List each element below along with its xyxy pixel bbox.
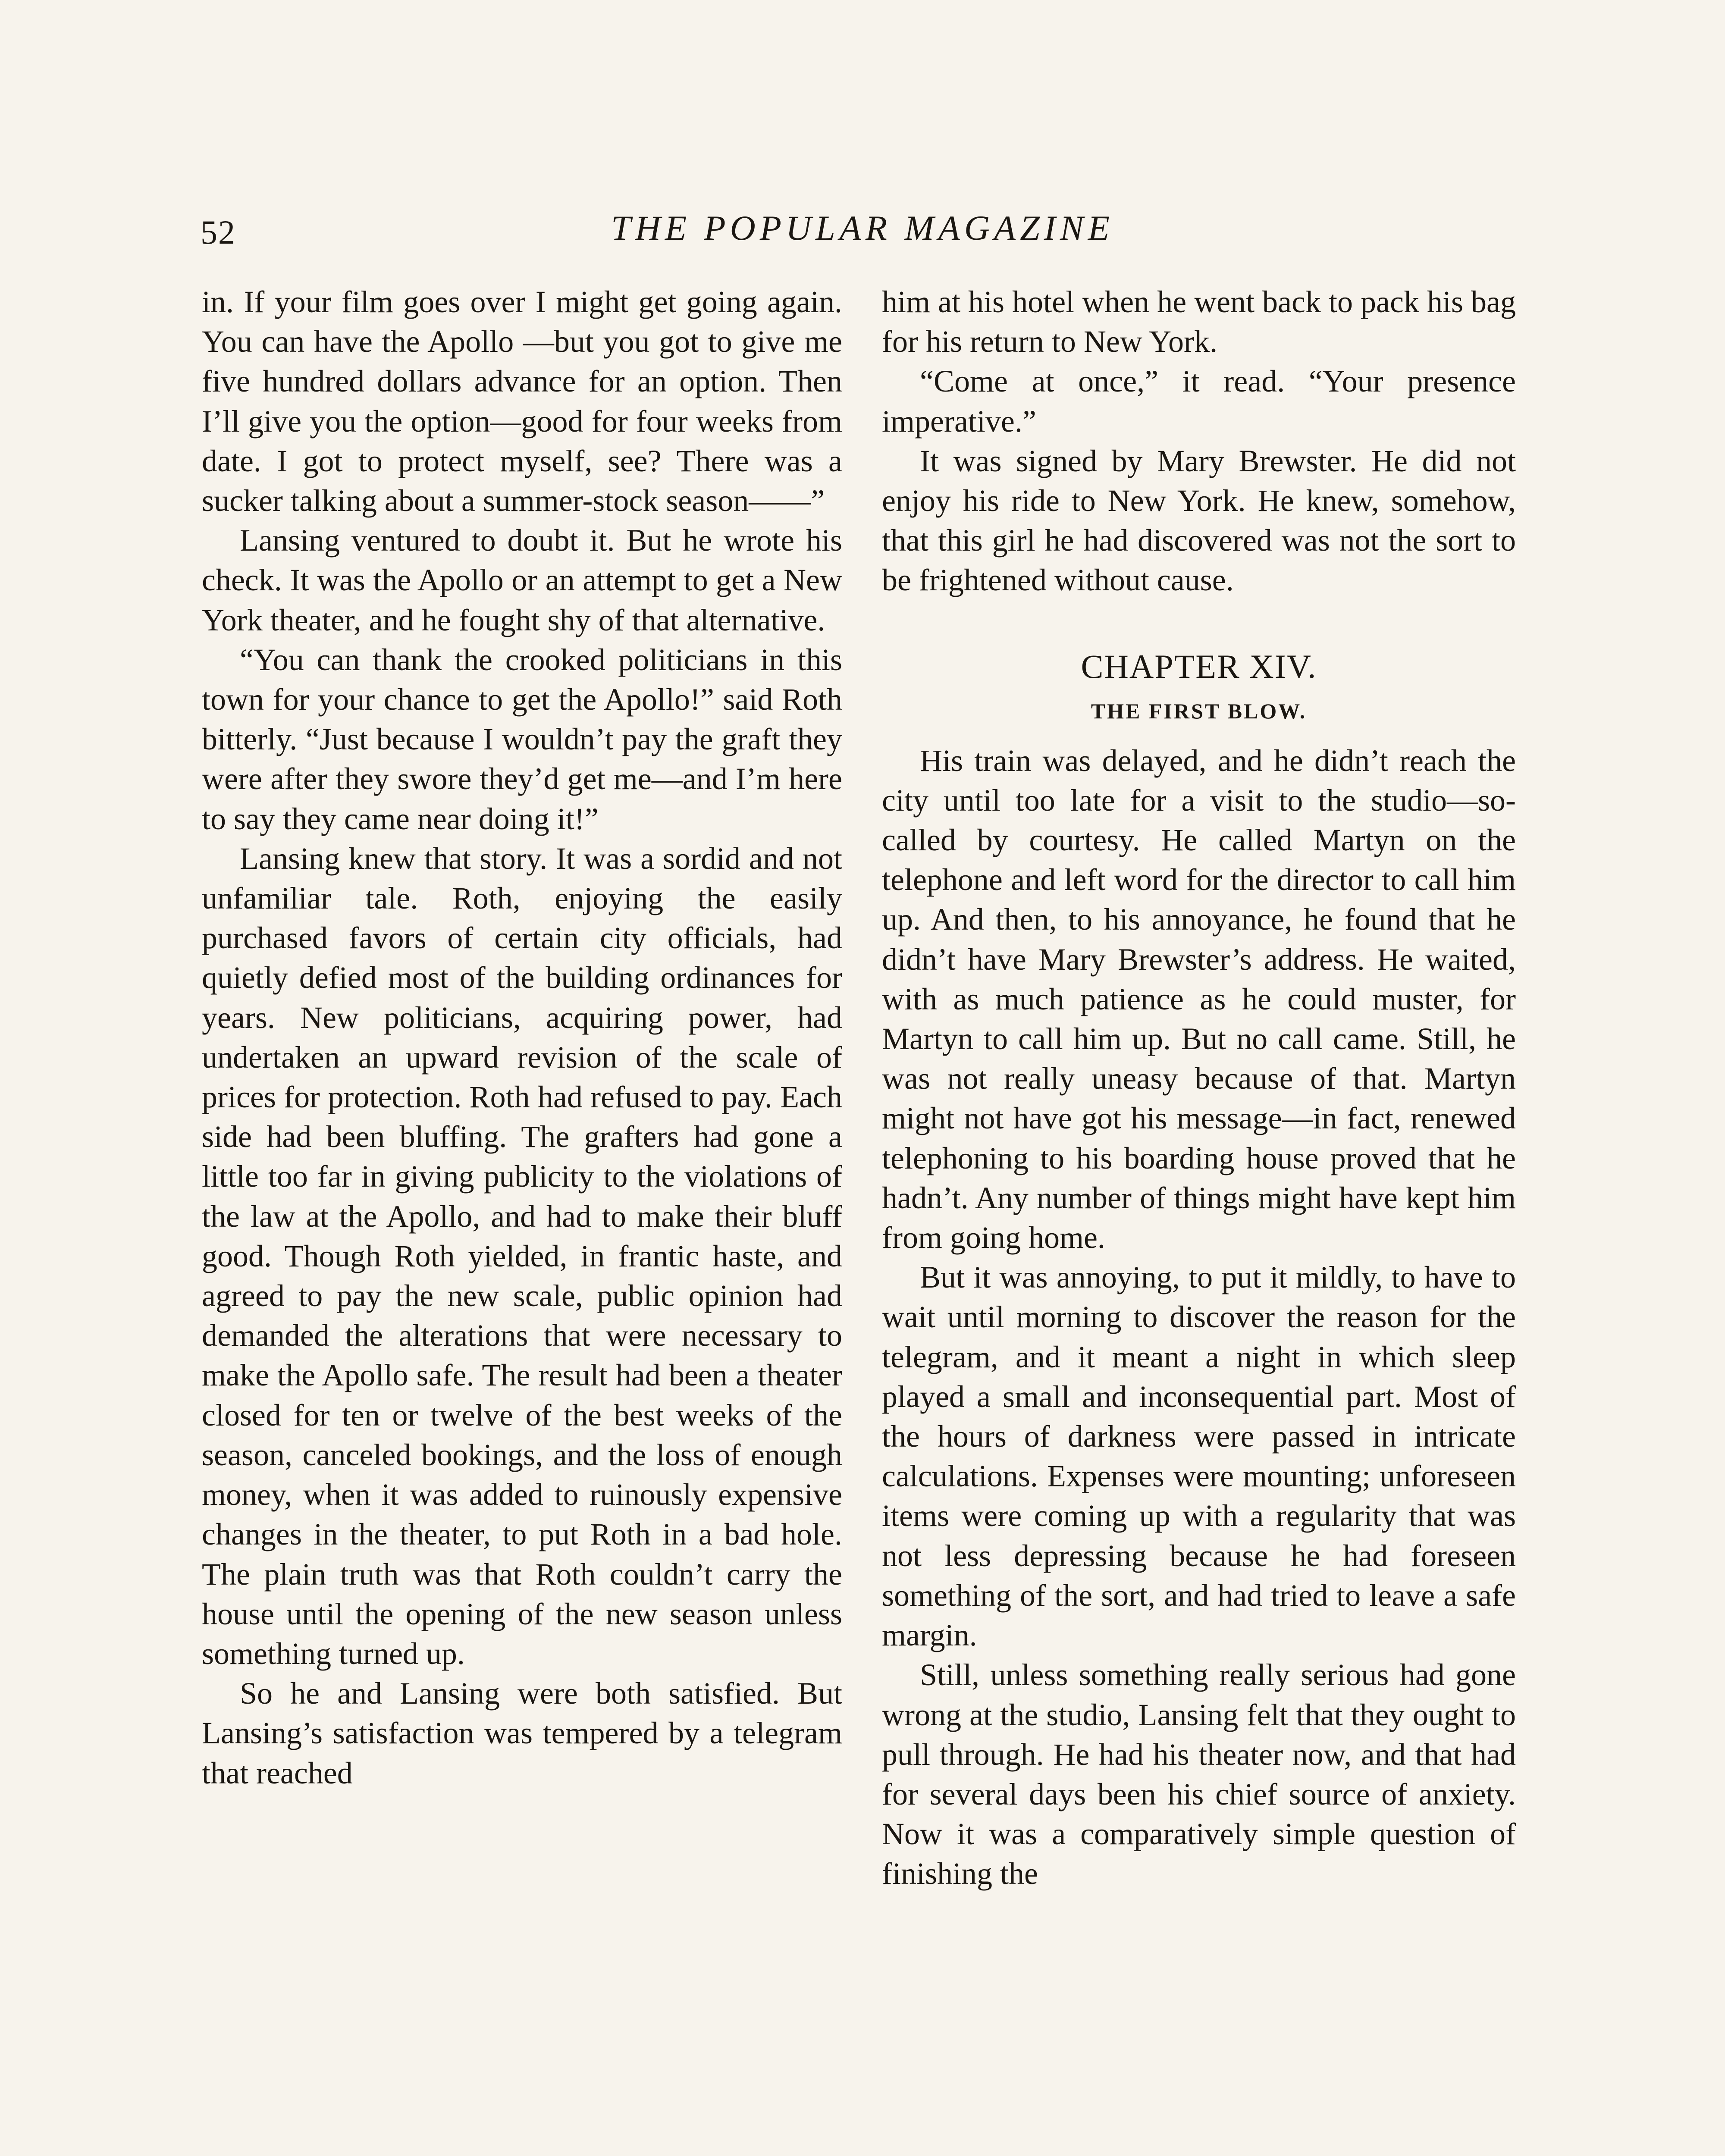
paragraph: Lansing ventured to doubt it. But he wrote his check. It was the Apollo or an attempt to get a New York theater, and he fought shy of that alternative. xyxy=(202,523,842,637)
paragraph: in. If your film goes over I might get going again. You can have the Apollo —but you got to give me five hundred dollars advance for an option. Then I’ll give you the option—good for four weeks from date. I got to protect myself, see? There was a sucker talking about a summer-stock season——” xyxy=(202,285,842,518)
chapter-title: CHAPTER XIV. xyxy=(1081,647,1317,685)
running-head: THE POPULAR MAGAZINE xyxy=(611,208,1114,248)
right-column xyxy=(882,282,1516,1894)
chapter-subtitle: THE FIRST BLOW. xyxy=(1091,699,1307,723)
paragraph: “You can thank the crooked politicians in this town for your chance to get the Apollo!” said Roth bitterly. “Just because I wouldn’t pay the graft they were after they swore they’d get me—and I’m here to say they came near doing it!” xyxy=(202,642,842,836)
paragraph: His train was delayed, and he didn’t reach the city until too late for a visit to the studio—so-called by courtesy. He called Martyn on the telephone and left word for the director to call him up. And then, to his annoyance, he found that he didn’t have Mary Brewster’s address. He waited, with as much patience as he could muster, for Martyn to call him up. But no call came. Still, he was not really uneasy because of that. Martyn might not have got his message—in fact, renewed telephoning to his boarding house proved that he hadn’t. Any number of things might have kept him from going home. xyxy=(882,743,1516,1255)
paragraph: him at his hotel when he went back to pack his bag for his return to New York. xyxy=(882,285,1516,359)
paragraph: But it was annoying, to put it mildly, to have to wait until morning to discover the reason for the telegram, and it meant a night in which sleep played a small and inconsequential part. Most of the hours of darkness were passed in intricate calculations. Expenses were mounting; unforeseen items were coming up with a regularity that was not less depressing because he had foreseen something of the sort, and had tried to leave a safe margin. xyxy=(882,1260,1516,1653)
paragraph: It was signed by Mary Brewster. He did not enjoy his ride to New York. He knew, somehow, that this girl he had discovered was not the sort to be frightened without cause. xyxy=(882,443,1516,598)
paragraph: Lansing knew that story. It was a sordid and not unfamiliar tale. Roth, enjoying the easily purchased favors of certain city officials, had quietly defied most of the building ordinances for years. New politicians, acquiring power, had undertaken an upward revision of the scale of prices for protection. Roth had refused to pay. Each side had been bluffing. The grafters had gone a little too far in giving publicity to the violations of the law at the Apollo, and had to make their bluff good. Though Roth yielded, in frantic haste, and agreed to pay the new scale, public opinion had demanded the alterations that were necessary to make the Apollo safe. The result had been a theater closed for ten or twelve of the best weeks of the season, canceled bookings, and the loss of enough money, when it was added to ruinously expensive changes in the theater, to put Roth in a bad hole. The plain truth was that Roth couldn’t carry the house until the opening of the new season unless something turned up. xyxy=(202,841,842,1671)
left-column xyxy=(202,282,842,1793)
paragraph: So he and Lansing were both satisfied. But Lansing’s satisfaction was tempered by a telegram that reached xyxy=(202,1676,842,1790)
paragraph: “Come at once,” it read. “Your presence imperative.” xyxy=(882,364,1516,439)
paragraph: Still, unless something really serious had gone wrong at the studio, Lansing felt that they ought to pull through. He had his theater now, and that had for several days been his chief source of anxiety. Now it was a comparatively simple question of finishing the xyxy=(882,1658,1516,1891)
page-number: 52 xyxy=(201,213,236,251)
